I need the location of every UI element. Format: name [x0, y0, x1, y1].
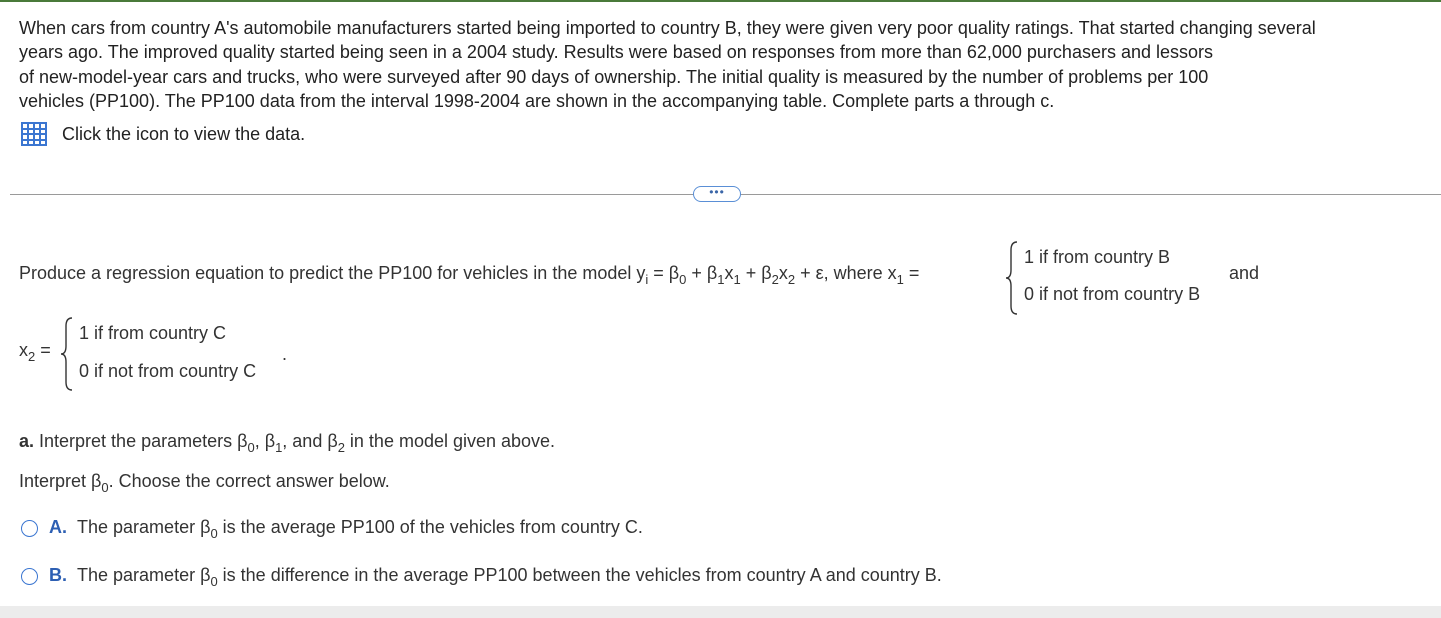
subscript: 0 — [101, 480, 109, 495]
equation-text: + ε, where x — [795, 263, 897, 283]
bottom-scroll-area — [0, 606, 1441, 618]
subscript: 1 — [896, 272, 904, 287]
part-a-text: , and β — [282, 431, 338, 451]
option-b-radio[interactable] — [21, 568, 38, 585]
part-label: a. — [19, 431, 35, 451]
part-a-heading — [19, 431, 556, 455]
option-letter: B. — [49, 565, 67, 585]
subscript: 2 — [787, 272, 796, 287]
subscript: 1 — [717, 272, 725, 287]
interpret-prompt — [19, 471, 390, 495]
table-grid-icon[interactable] — [21, 122, 47, 146]
equation-text: + β — [686, 263, 718, 283]
intro-line: vehicles (PP100). The PP100 data from the interval 1998-2004 are shown in the accompanying table. Complete parts a through c. — [19, 90, 1055, 111]
left-brace-icon — [60, 316, 74, 392]
period: . — [282, 344, 288, 364]
equation-text: x — [778, 263, 788, 283]
subscript: i — [645, 272, 649, 287]
option-b[interactable] — [49, 565, 942, 589]
subscript: 0 — [210, 574, 218, 589]
x1-case-2: 0 if not from country B — [1024, 284, 1201, 304]
equation-text: x — [724, 263, 734, 283]
option-text: is the average PP100 of the vehicles from country C. — [217, 517, 643, 537]
left-brace-icon — [1005, 240, 1019, 316]
and-text: and — [1229, 263, 1260, 283]
subscript: 2 — [771, 272, 779, 287]
subscript: 1 — [275, 440, 283, 455]
x2-case-2: 0 if not from country C — [79, 361, 257, 381]
option-text: The parameter β — [77, 517, 211, 537]
x1-case-1: 1 if from country B — [1024, 247, 1171, 267]
prompt-text: . Choose the correct answer below. — [108, 471, 390, 491]
equation-text: = β — [648, 263, 680, 283]
view-data-label[interactable]: Click the icon to view the data. — [62, 123, 306, 144]
part-a-text: in the model given above. — [344, 431, 556, 451]
part-a-text: , β — [254, 431, 276, 451]
equation-text: = — [35, 340, 51, 360]
subscript: 2 — [337, 440, 345, 455]
equation-text: = — [903, 263, 920, 283]
equation-text: x — [19, 340, 28, 360]
option-letter: A. — [49, 517, 67, 537]
option-a[interactable] — [49, 517, 643, 541]
subscript: 0 — [679, 272, 687, 287]
intro-line: years ago. The improved quality started being seen in a 2004 study. Results were based on responses from more than 62,000 purchasers and lessors — [19, 42, 1214, 63]
expand-more-button[interactable]: ••• — [693, 186, 741, 202]
subscript: 2 — [28, 349, 36, 364]
option-text: The parameter β — [77, 565, 211, 585]
problem-statement — [19, 16, 1429, 113]
part-a-text: Interpret the parameters β — [34, 431, 248, 451]
top-border — [0, 0, 1441, 2]
x2-label — [19, 340, 51, 364]
equation-text: + β — [740, 263, 772, 283]
subscript: 0 — [210, 526, 218, 541]
intro-line: of new-model-year cars and trucks, who were surveyed after 90 days of ownership. The initial quality is measured by the number of problems per 100 — [19, 66, 1209, 87]
option-text: is the difference in the average PP100 between the vehicles from country A and country B. — [217, 565, 942, 585]
question-text: Produce a regression equation to predict the PP100 for vehicles in the model y — [19, 263, 646, 283]
prompt-text: Interpret β — [19, 471, 102, 491]
intro-line: When cars from country A's automobile manufacturers started being imported to country B, they were given very poor quality ratings. That started changing several — [19, 18, 1316, 38]
subscript: 1 — [733, 272, 741, 287]
x2-case-1: 1 if from country C — [79, 323, 227, 343]
view-data-link[interactable] — [21, 121, 305, 147]
option-a-radio[interactable] — [21, 520, 38, 537]
subscript: 0 — [247, 440, 255, 455]
regression-question — [19, 263, 920, 287]
